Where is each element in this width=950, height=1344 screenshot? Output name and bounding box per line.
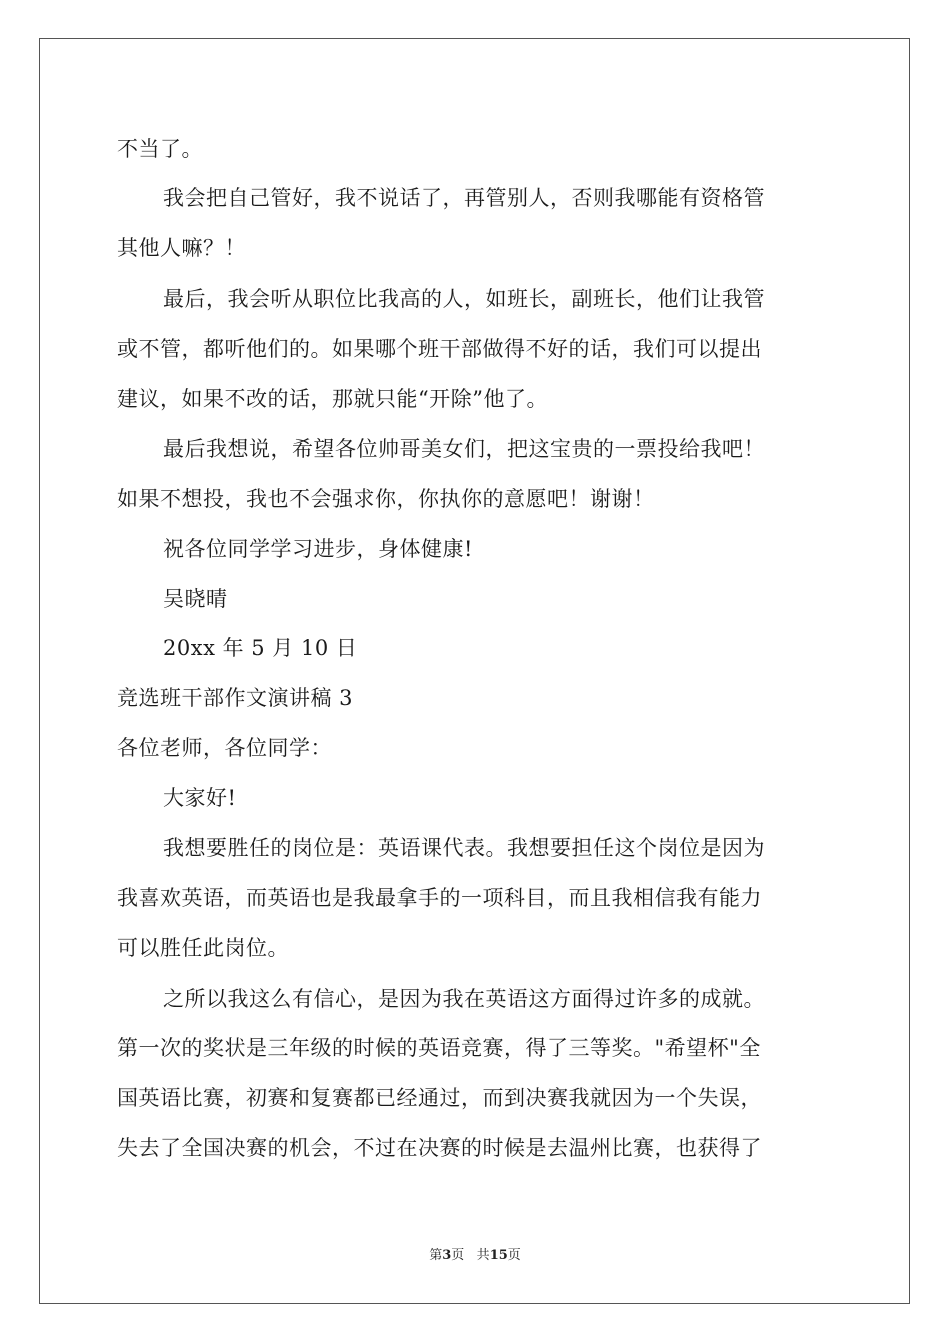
text-line-20: 国英语比赛，初赛和复赛都已经通过，而到决赛我就因为一个失误， xyxy=(117,1086,762,1110)
footer-page-unit: 页 xyxy=(451,1248,465,1263)
text-line-8: 如果不想投，我也不会强求你，你执你的意愿吧！谢谢！ xyxy=(117,487,655,511)
text-line-3: 其他人嘛？！ xyxy=(117,236,246,260)
signature-date: 20xx 年 5 月 10 日 xyxy=(163,636,358,660)
text-line-6: 建议，如果不改的话，那就只能“开除”他了。 xyxy=(117,387,548,411)
footer-total-unit: 页 xyxy=(507,1248,521,1263)
footer-total-prefix: 共 xyxy=(476,1248,490,1263)
footer-page-prefix: 第 xyxy=(429,1248,443,1263)
text-line-4: 最后，我会听从职位比我高的人，如班长，副班长，他们让我管 xyxy=(163,287,765,311)
text-line-17: 可以胜任此岗位。 xyxy=(117,936,289,960)
footer-total-pages: 15 xyxy=(489,1248,508,1263)
footer-page-number: 3 xyxy=(442,1248,452,1263)
greeting: 大家好! xyxy=(163,786,237,810)
text-line-16: 我喜欢英语，而英语也是我最拿手的一项科目，而且我相信我有能力 xyxy=(117,886,762,910)
page-border xyxy=(39,38,910,1304)
text-line-21: 失去了全国决赛的机会，不过在决赛的时候是去温州比赛，也获得了 xyxy=(117,1136,762,1160)
signature-name: 吴晓晴 xyxy=(163,587,228,611)
text-line-15: 我想要胜任的岗位是：英语课代表。我想要担任这个岗位是因为 xyxy=(163,836,765,860)
salutation: 各位老师，各位同学： xyxy=(117,736,332,760)
text-line-19: 第一次的奖状是三年级的时候的英语竞赛，得了三等奖。"希望杯"全 xyxy=(117,1036,761,1060)
text-line-7: 最后我想说，希望各位帅哥美女们，把这宝贵的一票投给我吧！ xyxy=(163,437,765,461)
text-line-2: 我会把自己管好，我不说话了，再管别人，否则我哪能有资格管 xyxy=(163,186,765,210)
text-line-9: 祝各位同学学习进步，身体健康! xyxy=(163,537,473,561)
text-line-1: 不当了。 xyxy=(117,137,203,161)
page-footer xyxy=(0,1247,950,1265)
section-title: 竞选班干部作文演讲稿 3 xyxy=(117,686,354,710)
text-line-18: 之所以我这么有信心，是因为我在英语这方面得过许多的成就。 xyxy=(163,987,765,1011)
text-line-5: 或不管，都听他们的。如果哪个班干部做得不好的话，我们可以提出 xyxy=(117,337,762,361)
